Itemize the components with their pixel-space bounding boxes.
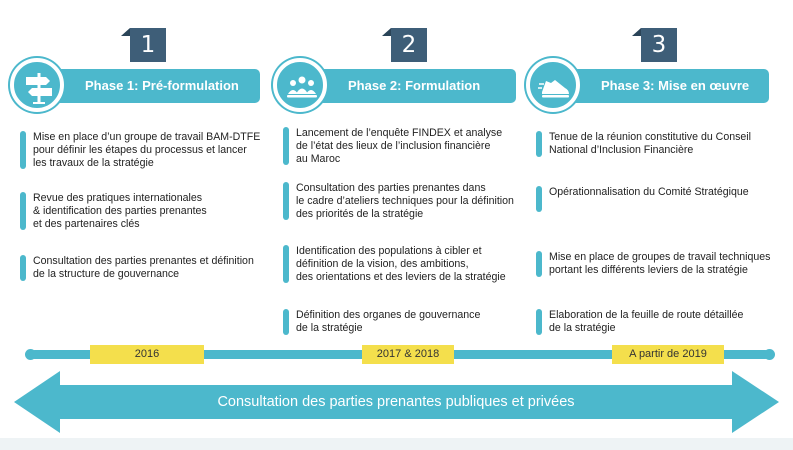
phase-2-item-4: Définition des organes de gouvernance de la stratégie — [283, 309, 480, 335]
phase-3-item-1: Tenue de la réunion constitutive du Conseil National d’Inclusion Financière — [536, 131, 751, 157]
phase-1-title: Phase 1: Pré-formulation — [85, 78, 239, 93]
footer-band — [0, 438, 793, 450]
timeline-year-1: 2016 — [90, 345, 204, 364]
double-arrow-label: Consultation des parties prenantes publiques et privées — [217, 394, 575, 410]
phase-3-item-4: Elaboration de la feuille de route détaillée de la stratégie — [536, 309, 743, 335]
phase-2-number: 2 — [391, 28, 427, 62]
timeline-year-2: 2017 & 2018 — [362, 345, 454, 364]
phase-1-item-2: Revue des pratiques internationales & identification des parties prenantes et des partenaires clés — [20, 192, 207, 231]
phase-1-item-3: Consultation des parties prenantes et définition de la structure de gouvernance — [20, 255, 254, 281]
phase-1-item-1: Mise en place d’un groupe de travail BAM-DTFE pour définir les étapes du processus et lancer les travaux de la stratégie — [20, 131, 260, 170]
timeline-year-3: A partir de 2019 — [612, 345, 724, 364]
phase-2-title: Phase 2: Formulation — [348, 78, 481, 93]
phase-3-title: Phase 3: Mise en œuvre — [601, 78, 750, 93]
phase-3-number: 3 — [641, 28, 677, 62]
phase-3-item-3: Mise en place de groupes de travail techniques portant les différents leviers de la stratégie — [536, 251, 770, 277]
phase-2-item-3: Identification des populations à cibler et définition de la vision, des ambitions, des orientations et des leviers de la stratégie — [283, 245, 506, 284]
phase-3-item-2: Opérationnalisation du Comité Stratégique — [536, 186, 749, 212]
phase-2-item-1: Lancement de l’enquête FINDEX et analyse de l’état des lieux de l’inclusion financière au Maroc — [283, 127, 502, 166]
phase-2-item-2: Consultation des parties prenantes dans le cadre d’ateliers techniques pour la définition des priorités de la stratégie — [283, 182, 514, 221]
phase-1-number: 1 — [130, 28, 166, 62]
